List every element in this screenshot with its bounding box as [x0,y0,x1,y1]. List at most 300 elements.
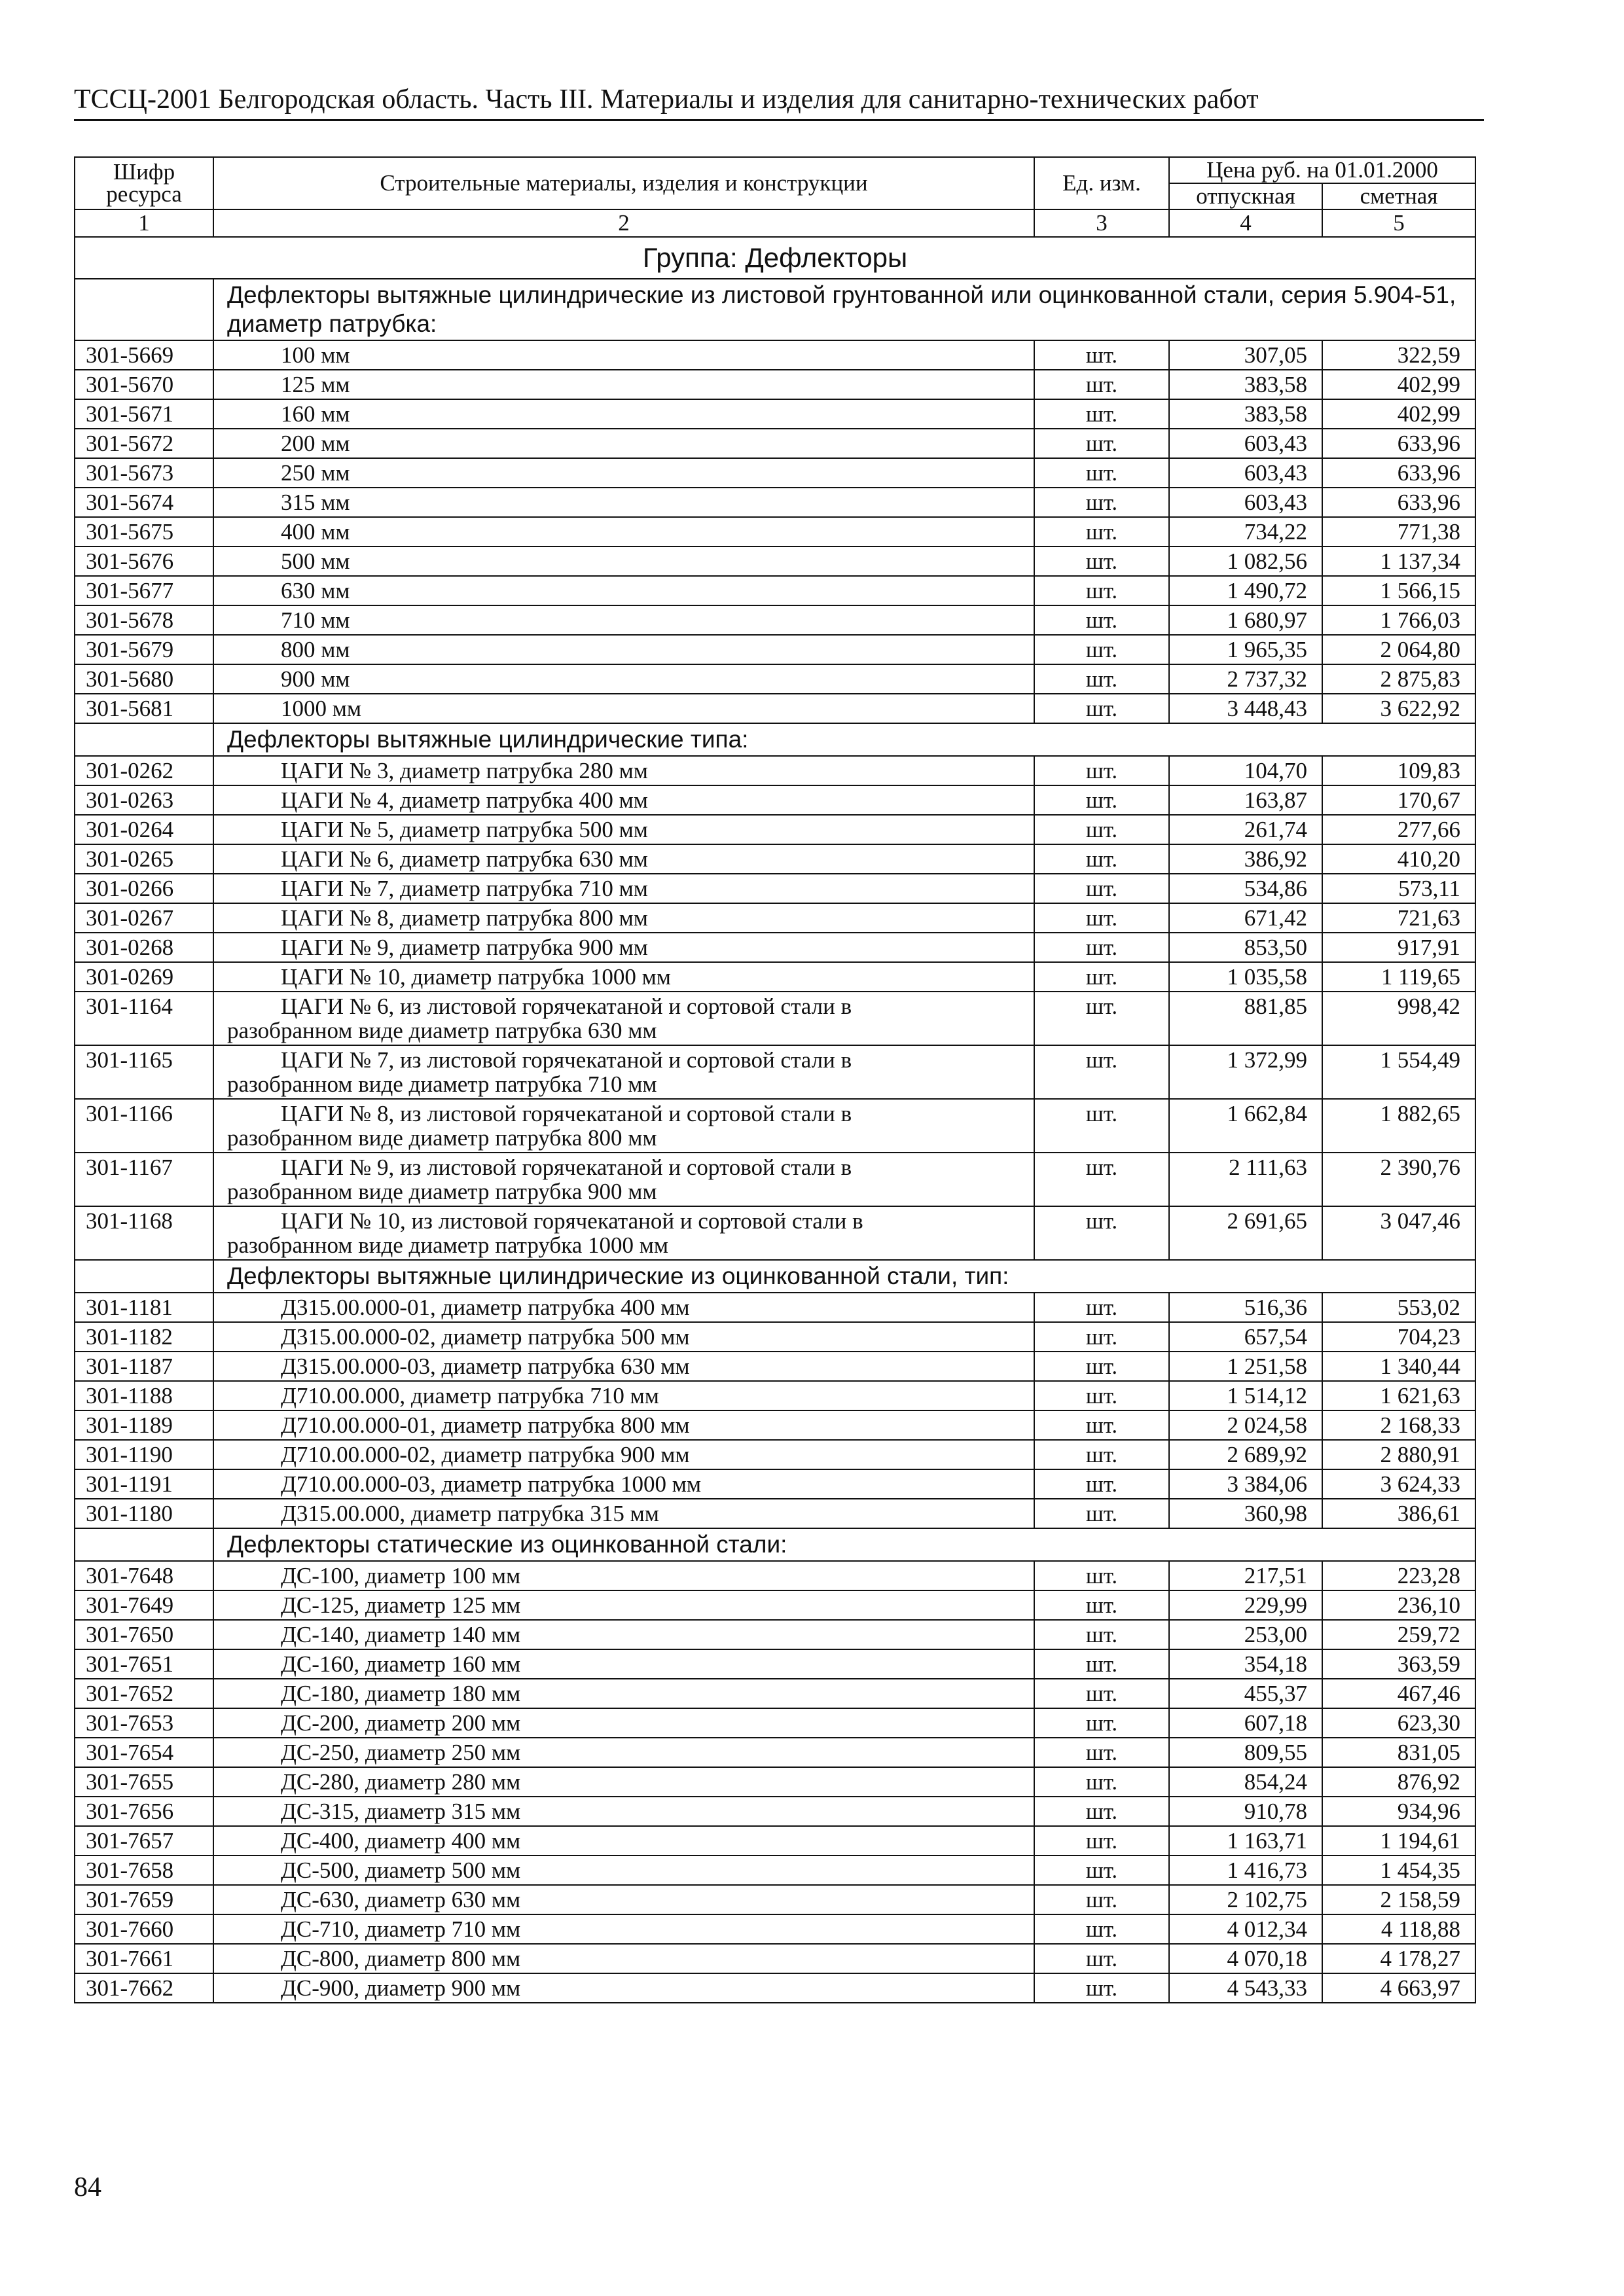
resource-code: 301-5679 [75,635,213,664]
resource-code: 301-5680 [75,664,213,694]
item-name-line: ЦАГИ № 10, из листовой горячекатаной и сортовой стали в [281,1208,863,1234]
table-row [75,903,1475,933]
table-row [75,605,1475,635]
table-row [75,785,1475,815]
price-estimate-cell: 623,30 [1322,1708,1475,1738]
price-estimate-cell: 4 178,27 [1322,1944,1475,1973]
item-name-line: ЦАГИ № 8, диаметр патрубка 800 мм [281,905,648,931]
item-name-line: ДС-200, диаметр 200 мм [281,1710,521,1736]
unit-cell: шт. [1034,429,1169,458]
price-estimate-cell: 2 880,91 [1322,1440,1475,1469]
unit-cell: шт. [1034,340,1169,370]
item-name [213,1561,1034,1590]
table-row [75,340,1475,370]
price-release-cell: 386,92 [1169,844,1322,874]
resource-code: 301-0266 [75,874,213,903]
item-name-line: ЦАГИ № 9, диаметр патрубка 900 мм [281,935,648,960]
price-release-cell: 383,58 [1169,399,1322,429]
item-name [213,1099,1034,1153]
price-estimate-cell: 998,42 [1322,992,1475,1045]
table-row [75,517,1475,547]
page-number: 84 [74,2172,101,2202]
unit-cell: шт. [1034,1352,1169,1381]
resource-code: 301-5669 [75,340,213,370]
price-estimate-cell: 1 566,15 [1322,576,1475,605]
subgroup-code-empty [75,723,213,756]
item-name-line: ДС-250, диаметр 250 мм [281,1740,521,1765]
item-name-line: ДС-710, диаметр 710 мм [281,1916,521,1942]
price-estimate-cell: 1 137,34 [1322,547,1475,576]
resource-code: 301-1180 [75,1499,213,1528]
unit-cell: шт. [1034,785,1169,815]
price-release-cell: 354,18 [1169,1649,1322,1679]
item-name-line: 1000 мм [281,696,362,721]
col-number: 3 [1034,209,1169,237]
col-number: 4 [1169,209,1322,237]
price-release-cell: 307,05 [1169,340,1322,370]
item-name-continuation: разобранном виде диаметр патрубка 1000 мм [227,1232,669,1258]
item-name [213,815,1034,844]
table-row [75,1293,1475,1322]
unit-cell: шт. [1034,1914,1169,1944]
price-estimate-cell: 402,99 [1322,399,1475,429]
item-name [213,1499,1034,1528]
table-row [75,1738,1475,1767]
item-name [213,605,1034,635]
head-name: Строительные материалы, изделия и конструкции [213,157,1034,209]
item-name-line: ДС-160, диаметр 160 мм [281,1651,521,1677]
resource-code: 301-7656 [75,1797,213,1826]
price-release-cell: 910,78 [1169,1797,1322,1826]
item-name [213,933,1034,962]
price-release-cell: 4 012,34 [1169,1914,1322,1944]
item-name-line: ДС-400, диаметр 400 мм [281,1828,521,1854]
item-name-line: ЦАГИ № 3, диаметр патрубка 280 мм [281,758,648,783]
price-estimate-cell: 322,59 [1322,340,1475,370]
resource-code: 301-5670 [75,370,213,399]
subgroup-row [75,279,1475,340]
price-estimate-cell: 3 624,33 [1322,1469,1475,1499]
head-price-release: отпускная [1169,183,1322,209]
unit-cell: шт. [1034,844,1169,874]
price-release-cell: 2 111,63 [1169,1153,1322,1206]
item-name-line: ДС-180, диаметр 180 мм [281,1681,521,1706]
price-estimate-cell: 704,23 [1322,1322,1475,1352]
table-row [75,962,1475,992]
unit-cell: шт. [1034,517,1169,547]
unit-cell: шт. [1034,903,1169,933]
resource-code: 301-7649 [75,1590,213,1620]
unit-cell: шт. [1034,933,1169,962]
price-release-cell: 607,18 [1169,1708,1322,1738]
resource-code: 301-5674 [75,488,213,517]
price-release-cell: 360,98 [1169,1499,1322,1528]
price-release-cell: 1 372,99 [1169,1045,1322,1099]
item-name-line: ДС-100, диаметр 100 мм [281,1563,521,1588]
resource-code: 301-1188 [75,1381,213,1410]
price-estimate-cell: 4 118,88 [1322,1914,1475,1944]
price-release-cell: 104,70 [1169,756,1322,785]
item-name-line: Д315.00.000-01, диаметр патрубка 400 мм [281,1295,690,1320]
item-name-line: ДС-140, диаметр 140 мм [281,1622,521,1647]
item-name-line: ДС-315, диаметр 315 мм [281,1799,521,1824]
resource-code: 301-1190 [75,1440,213,1469]
resource-code: 301-0269 [75,962,213,992]
table-row [75,1914,1475,1944]
table-row [75,694,1475,723]
item-name [213,1381,1034,1410]
resource-code: 301-0264 [75,815,213,844]
resource-code: 301-7654 [75,1738,213,1767]
subgroup-row [75,1528,1475,1561]
item-name-line: ЦАГИ № 8, из листовой горячекатаной и сортовой стали в [281,1101,852,1126]
unit-cell: шт. [1034,1381,1169,1410]
price-release-cell: 1 662,84 [1169,1099,1322,1153]
price-estimate-cell: 4 663,97 [1322,1973,1475,2003]
table-row [75,1973,1475,2003]
resource-code: 301-7660 [75,1914,213,1944]
price-release-cell: 4 543,33 [1169,1973,1322,2003]
price-estimate-cell: 277,66 [1322,815,1475,844]
table-row [75,1322,1475,1352]
page-header: ТССЦ-2001 Белгородская область. Часть III. Материалы и изделия для санитарно-технических работ [74,84,1259,115]
item-name [213,1293,1034,1322]
price-estimate-cell: 1 766,03 [1322,605,1475,635]
price-release-cell: 2 102,75 [1169,1885,1322,1914]
item-name-line: 630 мм [281,578,350,603]
table-row [75,370,1475,399]
price-release-cell: 1 965,35 [1169,635,1322,664]
table-row [75,547,1475,576]
item-name-line: 200 мм [281,431,350,456]
resource-code: 301-5677 [75,576,213,605]
table-row [75,1590,1475,1620]
resource-code: 301-7657 [75,1826,213,1856]
table-row [75,844,1475,874]
item-name [213,488,1034,517]
price-release-cell: 1 514,12 [1169,1381,1322,1410]
unit-cell: шт. [1034,815,1169,844]
subgroup-title: Дефлекторы статические из оцинкованной стали: [213,1528,1475,1561]
item-name [213,1440,1034,1469]
subgroup-title: Дефлекторы вытяжные цилиндрические типа: [213,723,1475,756]
price-estimate-cell: 934,96 [1322,1797,1475,1826]
resource-code: 301-7652 [75,1679,213,1708]
price-release-cell: 1 035,58 [1169,962,1322,992]
resource-code: 301-7659 [75,1885,213,1914]
unit-cell: шт. [1034,992,1169,1045]
subgroup-code-empty [75,1528,213,1561]
price-estimate-cell: 1 340,44 [1322,1352,1475,1381]
resource-code: 301-1187 [75,1352,213,1381]
item-name [213,756,1034,785]
price-release-cell: 253,00 [1169,1620,1322,1649]
resource-code: 301-7648 [75,1561,213,1590]
table-row [75,1797,1475,1826]
unit-cell: шт. [1034,1045,1169,1099]
item-name-line: 800 мм [281,637,350,662]
resource-code: 301-0268 [75,933,213,962]
table-row [75,815,1475,844]
unit-cell: шт. [1034,1153,1169,1206]
price-release-cell: 2 024,58 [1169,1410,1322,1440]
unit-cell: шт. [1034,1440,1169,1469]
table-row [75,1826,1475,1856]
unit-cell: шт. [1034,1469,1169,1499]
price-estimate-cell: 553,02 [1322,1293,1475,1322]
header-rule [74,119,1484,121]
item-name-line: ЦАГИ № 9, из листовой горячекатаной и сортовой стали в [281,1155,852,1180]
item-name [213,874,1034,903]
table-row [75,1561,1475,1590]
unit-cell: шт. [1034,1590,1169,1620]
item-name-line: Д315.00.000-03, диаметр патрубка 630 мм [281,1354,690,1379]
resource-code: 301-0262 [75,756,213,785]
price-estimate-cell: 2 168,33 [1322,1410,1475,1440]
item-name-line: ДС-800, диаметр 800 мм [281,1946,521,1971]
item-name [213,1767,1034,1797]
price-release-cell: 2 691,65 [1169,1206,1322,1260]
item-name [213,1973,1034,2003]
price-release-cell: 383,58 [1169,370,1322,399]
unit-cell: шт. [1034,1410,1169,1440]
table-row [75,1856,1475,1885]
price-estimate-cell: 3 622,92 [1322,694,1475,723]
unit-cell: шт. [1034,962,1169,992]
item-name-line: Д710.00.000-01, диаметр патрубка 800 мм [281,1412,690,1438]
price-estimate-cell: 3 047,46 [1322,1206,1475,1260]
resource-code: 301-0267 [75,903,213,933]
item-name [213,1206,1034,1260]
table-row [75,874,1475,903]
resource-code: 301-7651 [75,1649,213,1679]
item-name-continuation: разобранном виде диаметр патрубка 800 мм [227,1125,657,1151]
price-release-cell: 1 490,72 [1169,576,1322,605]
price-estimate-cell: 2 875,83 [1322,664,1475,694]
item-name [213,429,1034,458]
price-release-cell: 455,37 [1169,1679,1322,1708]
item-name-line: Д710.00.000-02, диаметр патрубка 900 мм [281,1442,690,1467]
price-release-cell: 854,24 [1169,1767,1322,1797]
price-estimate-cell: 386,61 [1322,1499,1475,1528]
item-name [213,1322,1034,1352]
table-row [75,1885,1475,1914]
unit-cell: шт. [1034,488,1169,517]
table-row [75,1440,1475,1469]
unit-cell: шт. [1034,1738,1169,1767]
item-name-line: Д710.00.000, диаметр патрубка 710 мм [281,1383,659,1408]
item-name-line: 125 мм [281,372,350,397]
table-row [75,576,1475,605]
subgroup-code-empty [75,279,213,340]
resource-code: 301-7658 [75,1856,213,1885]
item-name-continuation: разобранном виде диаметр патрубка 630 мм [227,1018,657,1043]
item-name [213,1856,1034,1885]
price-release-cell: 809,55 [1169,1738,1322,1767]
price-release-cell: 2 737,32 [1169,664,1322,694]
price-release-cell: 1 163,71 [1169,1826,1322,1856]
price-estimate-cell: 633,96 [1322,429,1475,458]
table-row [75,1381,1475,1410]
resource-code: 301-5673 [75,458,213,488]
item-name [213,1797,1034,1826]
item-name-line: Д315.00.000, диаметр патрубка 315 мм [281,1501,659,1526]
item-name-line: ЦАГИ № 4, диаметр патрубка 400 мм [281,787,648,813]
table-row [75,458,1475,488]
price-release-cell: 853,50 [1169,933,1322,962]
resource-code: 301-7650 [75,1620,213,1649]
item-name [213,1620,1034,1649]
price-estimate-cell: 223,28 [1322,1561,1475,1590]
price-estimate-cell: 259,72 [1322,1620,1475,1649]
resource-code: 301-5678 [75,605,213,635]
item-name-line: 710 мм [281,607,350,633]
unit-cell: шт. [1034,1679,1169,1708]
price-estimate-cell: 831,05 [1322,1738,1475,1767]
price-release-cell: 3 448,43 [1169,694,1322,723]
price-table [74,156,1476,2003]
unit-cell: шт. [1034,399,1169,429]
price-release-cell: 261,74 [1169,815,1322,844]
price-release-cell: 229,99 [1169,1590,1322,1620]
head-code: Шифр ресурса [75,157,213,209]
price-estimate-cell: 1 882,65 [1322,1099,1475,1153]
price-release-cell: 1 680,97 [1169,605,1322,635]
price-estimate-cell: 1 621,63 [1322,1381,1475,1410]
item-name-line: 160 мм [281,401,350,427]
price-estimate-cell: 633,96 [1322,488,1475,517]
resource-code: 301-7661 [75,1944,213,1973]
price-estimate-cell: 1 194,61 [1322,1826,1475,1856]
price-release-cell: 881,85 [1169,992,1322,1045]
item-name [213,370,1034,399]
table-row [75,1099,1475,1153]
unit-cell: шт. [1034,605,1169,635]
item-name [213,1708,1034,1738]
resource-code: 301-1189 [75,1410,213,1440]
item-name [213,547,1034,576]
item-name [213,1826,1034,1856]
resource-code: 301-1166 [75,1099,213,1153]
item-name [213,694,1034,723]
price-estimate-cell: 721,63 [1322,903,1475,933]
resource-code: 301-1165 [75,1045,213,1099]
subgroup-row [75,1260,1475,1293]
table-row [75,399,1475,429]
unit-cell: шт. [1034,370,1169,399]
table-row [75,1469,1475,1499]
item-name-line: Д710.00.000-03, диаметр патрубка 1000 мм [281,1471,702,1497]
price-estimate-cell: 467,46 [1322,1679,1475,1708]
item-name [213,1045,1034,1099]
resource-code: 301-1168 [75,1206,213,1260]
item-name [213,1649,1034,1679]
table-row [75,992,1475,1045]
price-release-cell: 734,22 [1169,517,1322,547]
unit-cell: шт. [1034,1499,1169,1528]
unit-cell: шт. [1034,1708,1169,1738]
price-estimate-cell: 633,96 [1322,458,1475,488]
table-row [75,664,1475,694]
item-name [213,576,1034,605]
resource-code: 301-1191 [75,1469,213,1499]
price-release-cell: 217,51 [1169,1561,1322,1590]
item-name-line: ЦАГИ № 10, диаметр патрубка 1000 мм [281,964,671,990]
unit-cell: шт. [1034,1206,1169,1260]
item-name-line: Д315.00.000-02, диаметр патрубка 500 мм [281,1324,690,1350]
resource-code: 301-1182 [75,1322,213,1352]
unit-cell: шт. [1034,664,1169,694]
item-name [213,1410,1034,1440]
table-row [75,1649,1475,1679]
subgroup-title: Дефлекторы вытяжные цилиндрические из оцинкованной стали, тип: [213,1260,1475,1293]
item-name [213,962,1034,992]
table-row [75,756,1475,785]
item-name [213,1885,1034,1914]
item-name [213,340,1034,370]
col-number: 1 [75,209,213,237]
head-price: Цена руб. на 01.01.2000 [1169,157,1475,183]
table-row [75,1499,1475,1528]
resource-code: 301-7662 [75,1973,213,2003]
item-name [213,992,1034,1045]
table-head [75,157,1475,237]
item-name [213,399,1034,429]
subgroup-row [75,723,1475,756]
item-name [213,785,1034,815]
price-estimate-cell: 410,20 [1322,844,1475,874]
price-estimate-cell: 2 390,76 [1322,1153,1475,1206]
price-estimate-cell: 876,92 [1322,1767,1475,1797]
item-name [213,1153,1034,1206]
unit-cell: шт. [1034,635,1169,664]
table-row [75,1944,1475,1973]
item-name-line: 315 мм [281,490,350,515]
item-name [213,1914,1034,1944]
item-name [213,664,1034,694]
price-release-cell: 1 082,56 [1169,547,1322,576]
item-name [213,1679,1034,1708]
resource-code: 301-7653 [75,1708,213,1738]
price-estimate-cell: 363,59 [1322,1649,1475,1679]
item-name-line: 500 мм [281,548,350,574]
price-release-cell: 516,36 [1169,1293,1322,1322]
price-release-cell: 3 384,06 [1169,1469,1322,1499]
col-number: 5 [1322,209,1475,237]
item-name-line: ЦАГИ № 6, диаметр патрубка 630 мм [281,846,648,872]
resource-code: 301-0265 [75,844,213,874]
unit-cell: шт. [1034,1826,1169,1856]
item-name-continuation: разобранном виде диаметр патрубка 900 мм [227,1179,657,1204]
resource-code: 301-7655 [75,1767,213,1797]
unit-cell: шт. [1034,874,1169,903]
item-name [213,458,1034,488]
price-release-cell: 2 689,92 [1169,1440,1322,1469]
price-release-cell: 603,43 [1169,488,1322,517]
resource-code: 301-5676 [75,547,213,576]
price-estimate-cell: 1 119,65 [1322,962,1475,992]
unit-cell: шт. [1034,547,1169,576]
unit-cell: шт. [1034,1767,1169,1797]
item-name [213,1590,1034,1620]
price-release-cell: 534,86 [1169,874,1322,903]
table-row [75,635,1475,664]
subgroup-title: Дефлекторы вытяжные цилиндрические из листовой грунтованной или оцинкованной стали, серия 5.904-51, диаметр патрубка: [213,279,1475,340]
price-estimate-cell: 573,11 [1322,874,1475,903]
resource-code: 301-5675 [75,517,213,547]
price-estimate-cell: 109,83 [1322,756,1475,785]
table-row [75,933,1475,962]
